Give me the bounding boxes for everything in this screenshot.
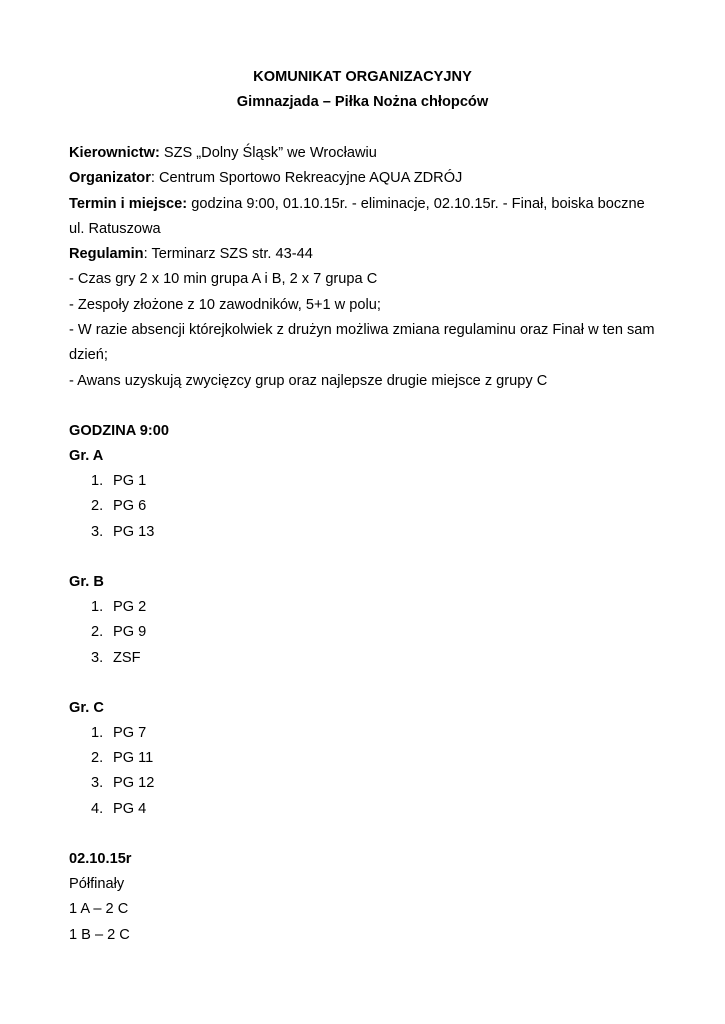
list-item: 1. PG 2 xyxy=(91,599,147,615)
document-title: KOMUNIKAT ORGANIZACYJNY xyxy=(253,69,472,85)
list-item: 4. PG 4 xyxy=(91,801,147,817)
list-item: 2. PG 6 xyxy=(91,498,147,514)
organizator-label: Organizator xyxy=(69,170,151,186)
group-a-heading: Gr. A xyxy=(69,448,104,464)
rule-line: - Czas gry 2 x 10 min grupa A i B, 2 x 7 grupa C xyxy=(69,271,378,287)
list-item: 3. PG 13 xyxy=(91,524,155,540)
finals-stage: Półfinały xyxy=(69,876,125,892)
regulamin-line xyxy=(69,244,313,264)
list-item: 2. PG 11 xyxy=(91,750,154,766)
kierownictwo-line xyxy=(69,143,377,163)
termin-value: godzina 9:00, 01.10.15r. - eliminacje, 02.10.15r. - Finał, boiska boczne xyxy=(187,196,645,212)
rule-line: - W razie absencji którejkolwiek z drużyn możliwa zmiana regulaminu oraz Finał w ten sam xyxy=(69,322,655,338)
document-subtitle: Gimnazjada – Piłka Nożna chłopców xyxy=(236,94,489,110)
group-c-heading: Gr. C xyxy=(69,700,104,716)
organizator-line xyxy=(69,168,462,188)
kierownictwo-label: Kierownictw: xyxy=(69,145,160,161)
regulamin-label: Regulamin xyxy=(69,246,144,262)
kierownictwo-value: SZS „Dolny Śląsk” we Wrocławiu xyxy=(159,145,377,161)
list-item: 2. PG 9 xyxy=(91,624,147,640)
regulamin-value: : Terminarz SZS str. 43-44 xyxy=(143,246,313,262)
finals-date: 02.10.15r xyxy=(69,851,132,867)
list-item: 3. PG 12 xyxy=(91,775,155,791)
time-heading: GODZINA 9:00 xyxy=(69,423,170,439)
termin-continuation: ul. Ratuszowa xyxy=(69,221,161,237)
termin-label: Termin i miejsce: xyxy=(69,196,188,212)
list-item: 3. ZSF xyxy=(91,650,141,666)
semifinal-match: 1 B – 2 C xyxy=(69,927,130,943)
list-item: 1. PG 1 xyxy=(91,473,147,489)
semifinal-match: 1 A – 2 C xyxy=(69,901,129,917)
rule-line: dzień; xyxy=(69,347,108,363)
list-item: 1. PG 7 xyxy=(91,725,147,741)
organizator-value: : Centrum Sportowo Rekreacyjne AQUA ZDRÓJ xyxy=(150,170,463,186)
group-b-heading: Gr. B xyxy=(69,574,104,590)
termin-line xyxy=(69,194,645,214)
rule-line: - Awans uzyskują zwycięzcy grup oraz najlepsze drugie miejsce z grupy C xyxy=(69,373,548,389)
rule-line: - Zespoły złożone z 10 zawodników, 5+1 w polu; xyxy=(69,297,381,313)
